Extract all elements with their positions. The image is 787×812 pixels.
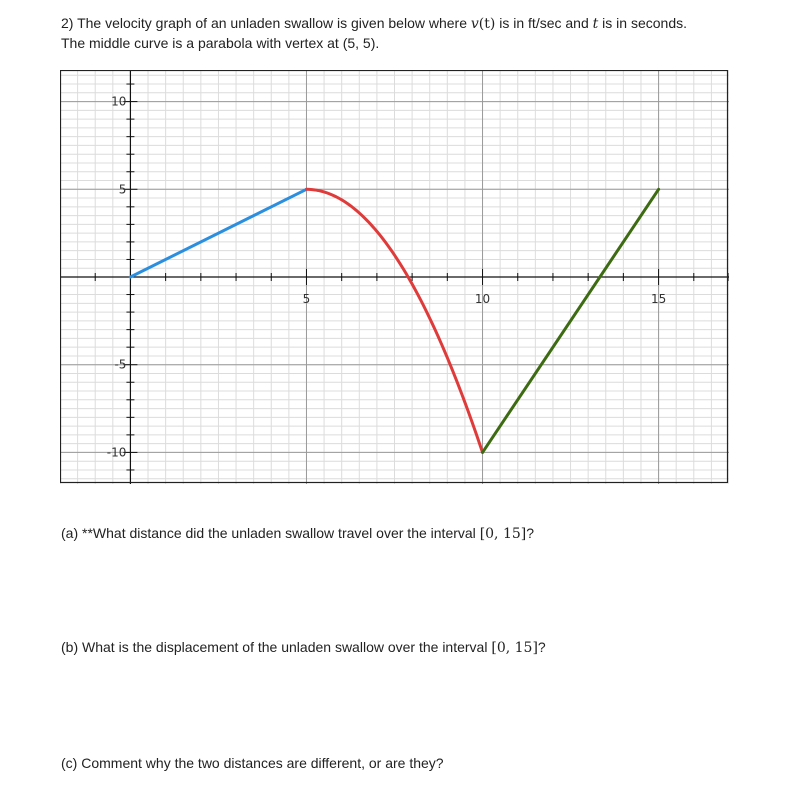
problem-line-1 xyxy=(61,14,761,34)
problem-line-2: The middle curve is a parabola with vertex at (5, 5). xyxy=(61,35,380,51)
x-tick-label: 15 xyxy=(650,292,667,306)
question-a-interval: [0, 15] xyxy=(479,526,527,542)
time-symbol: t xyxy=(592,16,599,32)
x-tick-label: 5 xyxy=(302,292,311,306)
y-tick-label: -10 xyxy=(106,445,127,460)
question-a-label: (a) xyxy=(61,525,79,541)
velocity-symbol: v xyxy=(470,16,479,32)
question-b-interval: [0, 15] xyxy=(491,640,538,656)
y-tick-label: -5 xyxy=(114,357,127,372)
question-b-text: What is the displacement of the unladen swallow over the interval xyxy=(82,639,488,655)
question-b-end: ? xyxy=(537,639,546,655)
problem-text-b: is in ft/sec and xyxy=(499,15,589,31)
problem-number: 2) xyxy=(61,15,74,31)
y-tick-label: 10 xyxy=(111,94,127,109)
velocity-graph xyxy=(60,70,729,484)
question-c-label: (c) xyxy=(61,755,78,771)
question-b xyxy=(61,638,546,657)
velocity-argument: (t) xyxy=(478,16,496,32)
x-tick-label: 10 xyxy=(474,292,491,306)
question-b-label: (b) xyxy=(61,639,79,655)
question-a-end: ? xyxy=(526,525,535,541)
question-c xyxy=(61,754,444,772)
question-a-text: **What distance did the unladen swallow travel over the interval xyxy=(82,525,476,541)
problem-text-a: The velocity graph of an unladen swallow is given below where xyxy=(77,15,467,31)
problem-statement xyxy=(61,14,761,53)
question-a xyxy=(61,524,534,543)
problem-text-c: is in seconds. xyxy=(602,15,687,31)
question-c-text: Comment why the two distances are different, or are they? xyxy=(81,755,444,771)
y-tick-label: 5 xyxy=(118,182,127,197)
